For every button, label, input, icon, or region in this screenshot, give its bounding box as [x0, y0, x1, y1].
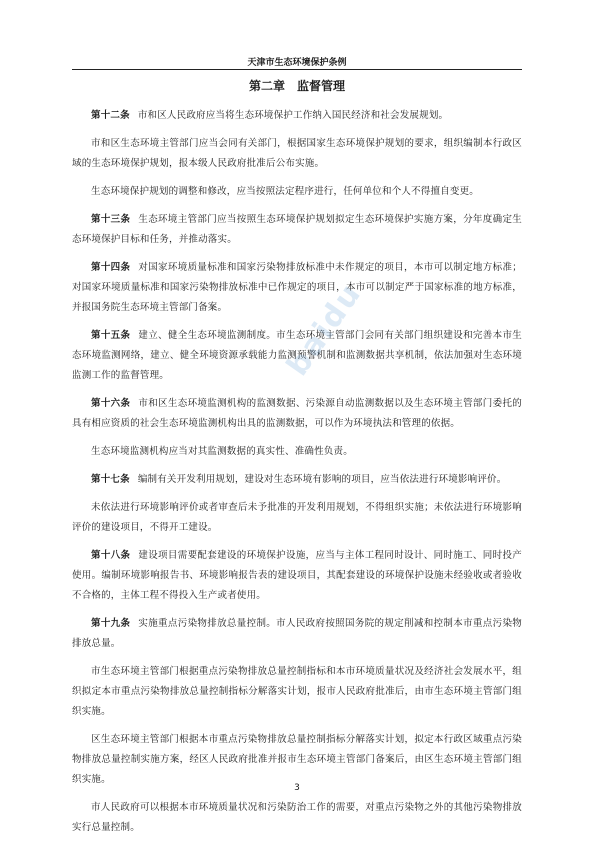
paragraph	[72, 106, 522, 126]
paragraph-text: 未依法进行环境影响评价或者审查后未予批准的开发利用规划，不得组织实施；未依法进行环境影响评价的建设项目，不得开工建设。	[72, 502, 522, 533]
paragraph-text: 市和区人民政府应当将生态环境保护工作纳入国民经济和社会发展规划。	[137, 110, 449, 121]
paragraph	[72, 470, 522, 490]
paragraph	[72, 394, 522, 434]
paragraph-text: 对国家环境质量标准和国家污染物排放标准中未作规定的项目，本市可以制定地方标准；对国家环境质量标准和国家污染物排放标准中已作规定的项目，本市可以制定严于国家标准的地方标准，并报国务院生态环境主管部门备案。	[72, 262, 522, 313]
paragraph	[72, 182, 522, 202]
article-number: 第十三条	[91, 214, 131, 225]
article-number: 第十八条	[91, 550, 131, 561]
paragraph	[72, 798, 522, 838]
paragraph-text: 区生态环境主管部门根据本市重点污染物排放总量控制指标分解落实计划，拟定本行政区域重点污染物排放总量控制实施方案，经区人民政府批准并报市生态环境主管部门备案后，由区生态环境主管部门组织实施。	[72, 734, 522, 785]
header-divider	[72, 69, 522, 70]
paragraph	[72, 662, 522, 722]
paragraph-text: 生态环境主管部门应当按照生态环境保护规划拟定生态环境保护实施方案，分年度确定生态环境保护目标和任务，并推动落实。	[72, 214, 522, 245]
paragraph-text: 市生态环境主管部门根据重点污染物排放总量控制指标和本市环境质量状况及经济社会发展水平，组织拟定本市重点污染物排放总量控制指标分解落实计划，报市人民政府批准后，由市生态环境主管部门组织实施。	[72, 666, 522, 717]
article-number: 第十五条	[91, 330, 131, 341]
chapter-number: 第二章	[248, 79, 285, 93]
paragraph	[72, 258, 522, 318]
paragraph-text: 建立、健全生态环境监测制度。市生态环境主管部门会同有关部门组织建设和完善本市生态环境监测网络，建立、健全环境资源承载能力监测预警机制和监测数据共享机制，依法加强对生态环境监测工作的监督管理。	[72, 330, 522, 381]
paragraph	[72, 134, 522, 174]
document-header-title: 天津市生态环境保护条例	[247, 58, 347, 68]
chapter-title: 监督管理	[297, 79, 346, 93]
paragraph	[72, 730, 522, 790]
paragraph-text: 建设项目需要配套建设的环境保护设施，应当与主体工程同时设计、同时施工、同时投产使用。编制环境影响报告书、环境影响报告表的建设项目，其配套建设的环境保护设施未经验收或者验收不合格的，主体工程不得投入生产或者使用。	[72, 550, 522, 601]
chapter-heading	[0, 77, 594, 94]
page-number: 3	[294, 783, 300, 793]
body-content	[72, 106, 522, 846]
paragraph-text: 编制有关开发利用规划，建设对生态环境有影响的项目，应当依法进行环境影响评价。	[137, 474, 507, 485]
article-number: 第十四条	[91, 262, 131, 273]
paragraph	[72, 498, 522, 538]
paragraph	[72, 442, 522, 462]
watermark: baidu	[280, 276, 369, 383]
paragraph-text: 市和区生态环境主管部门应当会同有关部门，根据国家生态环境保护规划的要求，组织编制本行政区域的生态环境保护规划，报本级人民政府批准后公布实施。	[72, 138, 522, 169]
paragraph	[72, 614, 522, 654]
article-number: 第十七条	[91, 474, 130, 485]
paragraph	[72, 546, 522, 606]
article-number: 第十六条	[91, 398, 131, 409]
paragraph-text: 市和区生态环境监测机构的监测数据、污染源自动监测数据以及生态环境主管部门委托的具有相应资质的社会生态环境监测机构出具的监测数据，可以作为环境执法和管理的依据。	[72, 398, 522, 429]
paragraph-text: 生态环境监测机构应当对其监测数据的真实性、准确性负责。	[91, 446, 353, 457]
paragraph-text: 市人民政府可以根据本市环境质量状况和污染防治工作的需要，对重点污染物之外的其他污染物排放实行总量控制。	[72, 802, 522, 833]
paragraph	[72, 326, 522, 386]
article-number: 第十二条	[91, 110, 130, 121]
article-number: 第十九条	[91, 618, 131, 629]
paragraph-text: 生态环境保护规划的调整和修改，应当按照法定程序进行，任何单位和个人不得擅自变更。	[91, 186, 480, 197]
paragraph-text: 实施重点污染物排放总量控制。市人民政府按照国务院的规定削减和控制本市重点污染物排放总量。	[72, 618, 522, 649]
paragraph	[72, 210, 522, 250]
